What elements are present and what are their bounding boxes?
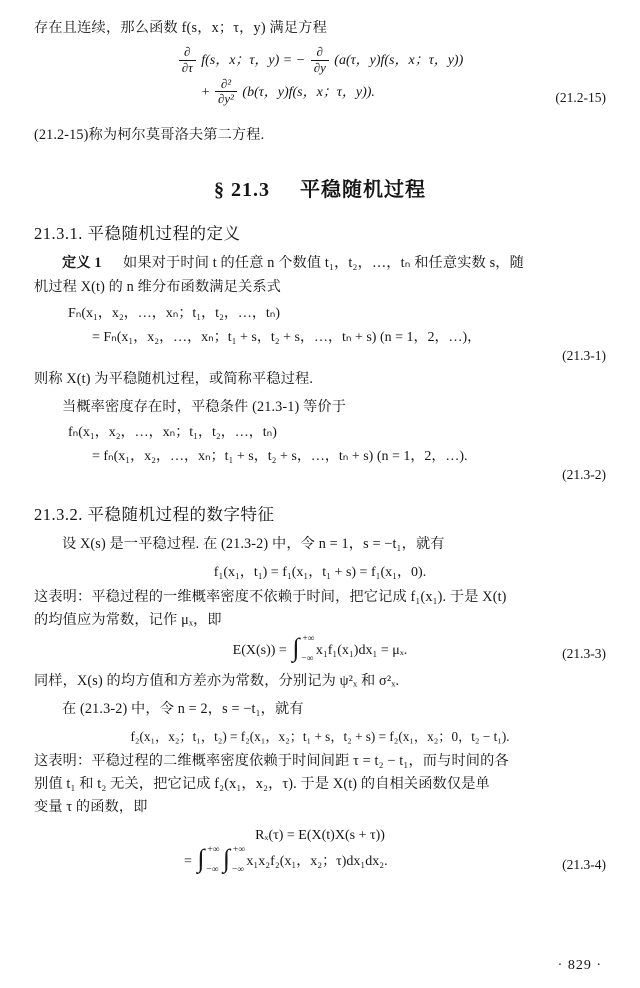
integral-sign: ∫ +∞ −∞ bbox=[292, 633, 315, 665]
autocorrelation-rhs: x₁x₂f₂(x₁，x₂；τ)dx₁dx₂. bbox=[246, 854, 388, 870]
plus-sign: + bbox=[201, 84, 210, 100]
equation-21-3-1-line2: = Fₙ(x₁，x₂，…，xₙ；t₁ + s，t₂ + s，…，tₙ + s) (n = 1，2，…)， bbox=[92, 329, 482, 345]
equation-21-3-3 bbox=[34, 633, 606, 665]
subsection-heading-21-3-2: 21.3.2. 平稳随机过程的数字特征 bbox=[34, 505, 275, 525]
section-heading bbox=[34, 173, 606, 202]
equation-21-2-15-line1 bbox=[34, 45, 606, 76]
equation-21-3-4-line1: Rₓ(τ) = E(X(t)X(s + τ)) bbox=[255, 828, 385, 844]
stationary-process-setup: 设 X(s) 是一平稳过程. 在 (21.3-2) 中，令 n = 1，s = −t₁，就有 bbox=[62, 536, 445, 553]
definition-text: 如果对于时间 t 的任意 n 个数值 t₁，t₂，…，tₙ 和任意实数 s，随 bbox=[123, 254, 524, 271]
section-number: § 21.3 bbox=[214, 178, 270, 201]
equation-f2: f₂(x₁，x₂；t₁，t₂) = f₂(x₁，x₂；t₁ + s，t₂ + s) = f₂(x₁，x₂；0，t₂ − t₁). bbox=[130, 729, 510, 745]
equation-number-21-3-2: (21.3-2) bbox=[562, 467, 606, 483]
equation-f1: f₁(x₁，t₁) = f₁(x₁，t₁ + s) = f₁(x₁，0). bbox=[213, 565, 427, 581]
equals-sign: = bbox=[184, 854, 192, 870]
integral-sign-outer: ∫ +∞ −∞ bbox=[197, 844, 220, 875]
expectation-rhs: x₁f₁(x₁)dx₁ = μₓ. bbox=[315, 643, 408, 659]
section-title: 平稳随机过程 bbox=[300, 178, 426, 201]
subsection-heading-21-3-1: 21.3.1. 平稳随机过程的定义 bbox=[34, 223, 241, 243]
definition-text-line2: 机过程 X(t) 的 n 维分布函数满足关系式 bbox=[34, 278, 281, 295]
page-folio: · 829 · bbox=[557, 958, 602, 973]
kolmogorov-second-equation-note: (21.2-15)称为柯尔莫哥洛夫第二方程. bbox=[34, 126, 265, 143]
mean-square-variance-note: 同样，X(s) 的均方值和方差亦为常数，分别记为 ψ²ₓ 和 σ²ₓ. bbox=[34, 673, 400, 690]
density-condition-line: 当概率密度存在时，平稳条件 (21.3-1) 等价于 bbox=[62, 399, 347, 416]
two-dim-density-note-line2: 别值 t₁ 和 t₂ 无关，把它记成 f₂(x₁，x₂，τ). 于是 X(t) 的自相关函数仅是单 bbox=[34, 776, 490, 793]
partial-tau-fraction: $\frac{\partial}{\partial\tau}$ bbox=[179, 45, 196, 76]
equation-21-3-2-line2: = fₙ(x₁，x₂，…，xₙ；t₁ + s，t₂ + s，…，tₙ + s) (n = 1，2，…). bbox=[92, 449, 468, 465]
partial-y2-fraction: $\frac{\text{∂²}}{\text{∂y²}}$ bbox=[215, 77, 237, 108]
equation-21-3-2 bbox=[34, 422, 606, 485]
definition-label: 定义 1 bbox=[62, 254, 102, 271]
one-dim-density-note-line2: 的均值应为常数，记作 μₓ，即 bbox=[34, 612, 222, 629]
equation-21-3-2-line1: fₙ(x₁，x₂，…，xₙ；t₁，t₂，…，tₙ) bbox=[68, 425, 277, 441]
two-dim-density-note-line3: 变量 τ 的函数，即 bbox=[34, 799, 148, 816]
equation-21-2-15 bbox=[34, 45, 606, 107]
equation-21-3-3-body bbox=[34, 633, 606, 665]
equation-line2-rest: (b(τ，y)f(s，x；τ，y)). bbox=[242, 84, 375, 100]
equation-number-21-3-1: (21.3-1) bbox=[562, 347, 606, 363]
integral-sign-inner: ∫ +∞ −∞ bbox=[222, 844, 246, 875]
two-dim-density-note-line1: 这表明：平稳过程的二维概率密度依赖于时间间距 τ = t₂ − t₁，而与时间的各 bbox=[34, 753, 509, 770]
equation-21-2-15-line2 bbox=[34, 77, 606, 108]
equation-21-3-1-line1: Fₙ(x₁，x₂，…，xₙ；t₁，t₂，…，tₙ) bbox=[68, 305, 281, 321]
equation-number-21-2-15: (21.2-15) bbox=[555, 89, 606, 105]
partial-y-fraction: $\frac{\partial}{\partial y}$ bbox=[311, 45, 329, 76]
equation-21-3-1 bbox=[34, 303, 606, 366]
stationary-process-definition-conclusion: 则称 X(t) 为平稳随机过程，或简称平稳过程. bbox=[34, 371, 314, 388]
expectation-lhs: E(X(s)) = bbox=[232, 643, 287, 659]
equation-number-21-3-4: (21.3-4) bbox=[562, 856, 606, 872]
carryover-line: 存在且连续，那么函数 f(s，x；τ，y) 满足方程 bbox=[34, 20, 328, 36]
equation-lhs-text: f(s，x；τ，y) = − bbox=[201, 53, 306, 69]
equation-21-3-4-line2 bbox=[34, 844, 606, 875]
equation-rhs-text: (a(τ，y)f(s，x；τ，y)) bbox=[334, 53, 464, 69]
two-dim-setup: 在 (21.3-2) 中，令 n = 2，s = −t₁，就有 bbox=[62, 701, 304, 718]
definition-1-paragraph bbox=[34, 252, 606, 275]
equation-21-3-4 bbox=[34, 825, 606, 875]
one-dim-density-note-line1: 这表明：平稳过程的一维概率密度不依赖于时间，把它记成 f₁(x₁). 于是 X(t) bbox=[34, 589, 507, 606]
equation-number-21-3-3: (21.3-3) bbox=[562, 646, 606, 662]
